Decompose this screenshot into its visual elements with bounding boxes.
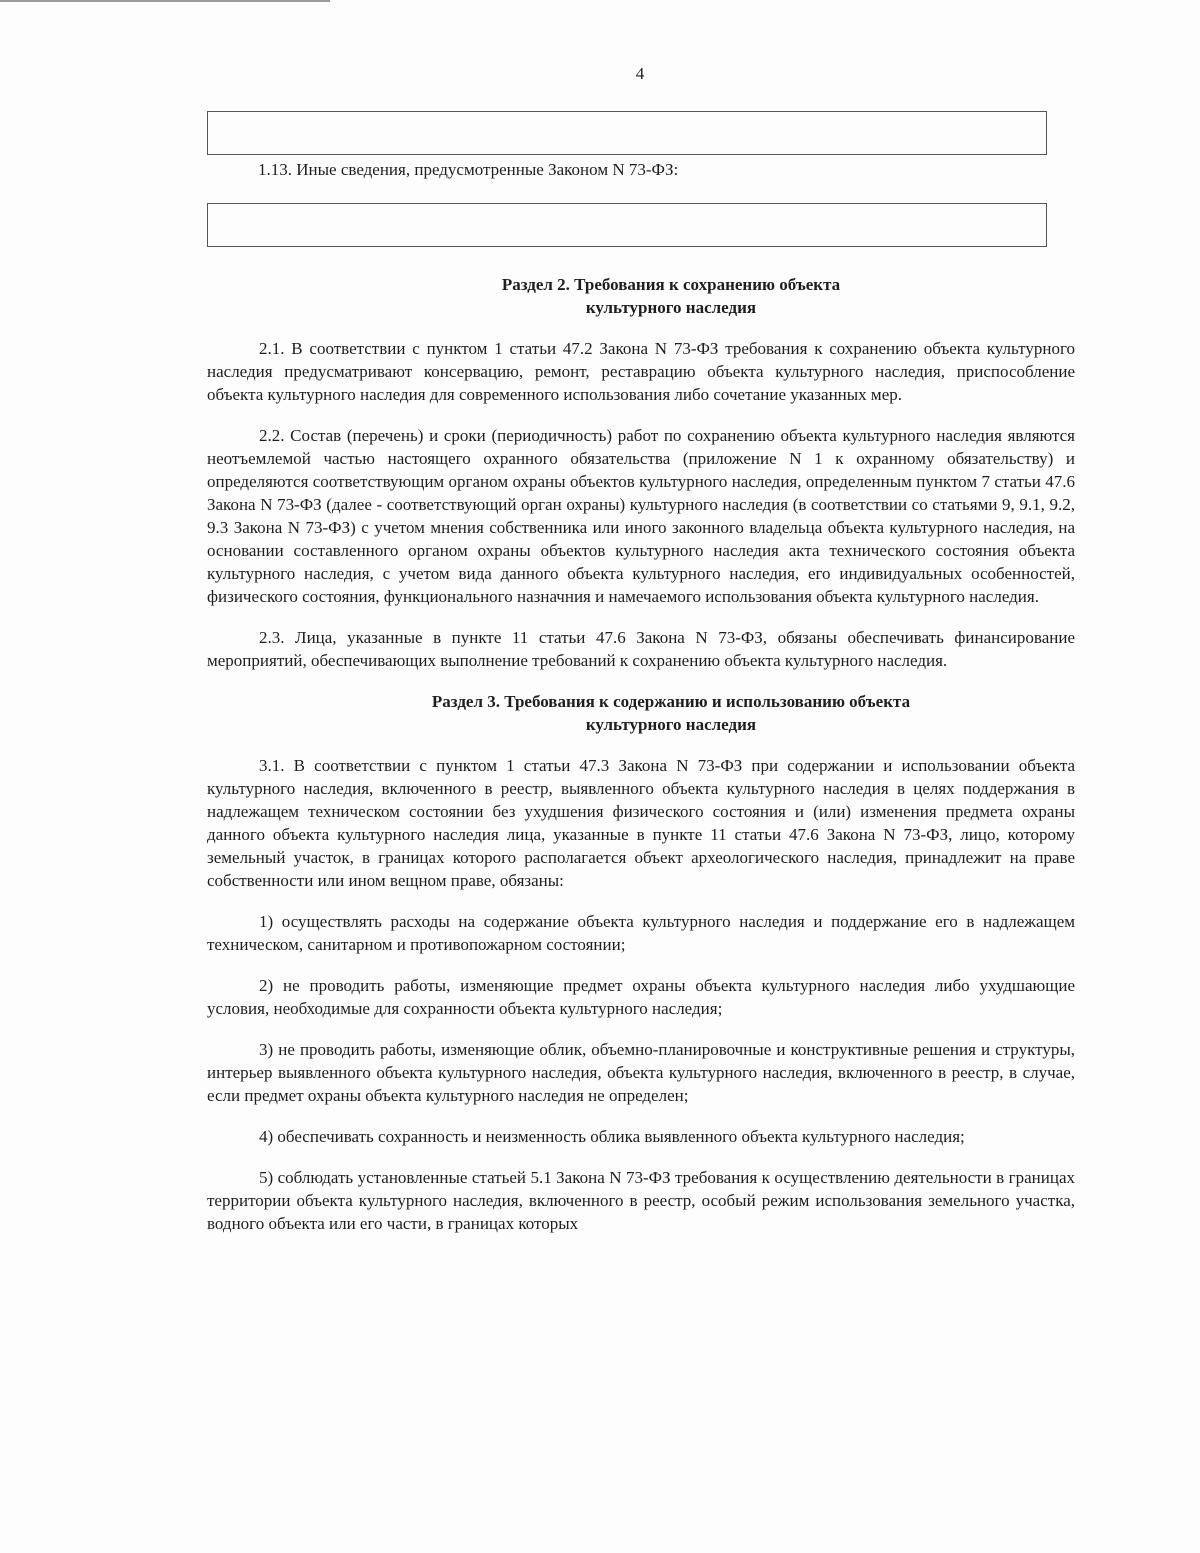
other-info-field-box — [207, 203, 1047, 247]
item-1-13-label: 1.13. Иные сведения, предусмотренные Законом N 73-ФЗ: — [258, 160, 679, 179]
list-item-2: 2) не проводить работы, изменяющие предмет охраны объекта культурного наследия либо ухудшающие условия, необходимые для сохранности объекта культурного наследия; — [207, 976, 1075, 1018]
paragraph-2-2: 2.2. Состав (перечень) и сроки (периодичность) работ по сохранению объекта культурного наследия являются неотъемлемой частью настоящего охранного обязательства (приложение N 1 к охранному обязательству) и определяются соответствующим органом охраны объектов культурного наследия, определенным пунктом 7 статьи 47.6 Закона N 73-ФЗ (далее - соответствующий орган охраны) культурного наследия (в соответствии со статьями 9, 9.1, 9.2, 9.3 Закона N 73-ФЗ) с учетом мнения собственника или иного законного владельца объекта культурного наследия, на основании составленного органом охраны объектов культурного наследия акта технического состояния объекта культурного наследия, с учетом вида данного объекта культурного наследия, его индивидуальных особенностей, физического состояния, функционального назначния и намечаемого использования объекта культурного наследия. — [207, 426, 1075, 606]
section-2-heading — [207, 273, 1075, 319]
document-body — [207, 273, 1075, 1253]
section-3-heading — [207, 690, 1075, 736]
section-3-heading-line2: культурного наследия — [585, 715, 757, 734]
list-item-5: 5) соблюдать установленные статьей 5.1 Закона N 73-ФЗ требования к осуществлению деятельности в границах территории объекта культурного наследия, включенного в реестр, особый режим использования земельного участка, водного объекта или его части, в границах которых — [207, 1168, 1075, 1233]
paragraph-3-1: 3.1. В соответствии с пунктом 1 статьи 47.3 Закона N 73-ФЗ при содержании и использовании объекта культурного наследия, включенного в реестр, выявленного объекта культурного наследия в целях поддержания в надлежащем техническом состоянии без ухудшения физического состояния и (или) изменения предмета охраны данного объекта культурного наследия лица, указанные в пункте 11 статьи 47.6 Закона N 73-ФЗ, лицо, которому земельный участок, в границах которого располагается объект археологического наследия, принадлежит на праве собственности или ином вещном праве, обязаны: — [207, 756, 1075, 890]
section-2-heading-line2: культурного наследия — [585, 298, 757, 317]
list-item-4: 4) обеспечивать сохранность и неизменность облика выявленного объекта культурного наследия; — [259, 1127, 965, 1146]
list-item-3: 3) не проводить работы, изменяющие облик, объемно-планировочные и конструктивные решения и структуры, интерьер выявленного объекта культурного наследия, объекта культурного наследия, включенного в реестр, в случае, если предмет охраны объекта культурного наследия не определен; — [207, 1040, 1075, 1105]
paragraph-2-3: 2.3. Лица, указанные в пункте 11 статьи 47.6 Закона N 73-ФЗ, обязаны обеспечивать финансирование мероприятий, обеспечивающих выполнение требований к сохранению объекта культурного наследия. — [207, 628, 1075, 670]
page-number: 4 — [635, 64, 645, 83]
section-3-heading-line1: Раздел 3. Требования к содержанию и использованию объекта — [431, 692, 911, 711]
section-2-heading-line1: Раздел 2. Требования к сохранению объекта — [501, 275, 841, 294]
paragraph-2-1: 2.1. В соответствии с пунктом 1 статьи 47.2 Закона N 73-ФЗ требования к сохранению объекта культурного наследия предусматривают консервацию, ремонт, реставрацию объекта культурного наследия, приспособление объекта культурного наследия для современного использования либо сочетание указанных мер. — [207, 339, 1075, 404]
scan-edge-line — [0, 0, 330, 2]
blank-field-box — [207, 111, 1047, 155]
list-item-1: 1) осуществлять расходы на содержание объекта культурного наследия и поддержание его в надлежащем техническом, санитарном и противопожарном состоянии; — [207, 912, 1075, 954]
